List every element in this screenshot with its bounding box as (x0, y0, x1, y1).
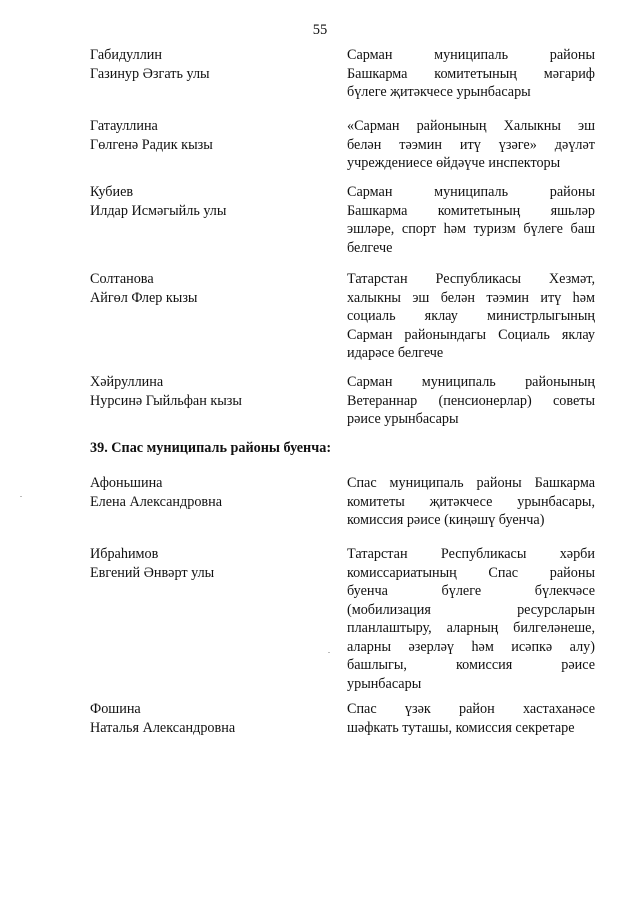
role-line: белән тәэмин итү үзәге» дәүләт (347, 136, 595, 153)
role-line: учреждениесе өйдәүче инспекторы (347, 155, 561, 171)
role-line: рәисе урынбасары (347, 411, 459, 427)
role-line: социаль яклау министрлыгының (347, 308, 595, 324)
member-given-name: Евгений Әнвәрт улы (90, 564, 215, 581)
role-line: Спас үзәк район хастаханәсе (347, 701, 595, 717)
role-line: Башкарма комитетының мәгариф (347, 65, 595, 82)
role-line: (мобилизация ресурсларын (347, 601, 595, 618)
member-name (90, 46, 330, 83)
member-given-name: Елена Александровна (90, 493, 222, 510)
member-role (347, 46, 595, 102)
role-line: Сарман муниципаль районы (347, 184, 595, 200)
member-role (347, 270, 595, 363)
role-line: башлыгы, комиссия рәисе (347, 657, 595, 673)
member-surname: Гатауллина (90, 118, 158, 134)
member-name (90, 700, 330, 737)
role-line: комиссия рәисе (киңәшү буенча) (347, 512, 545, 528)
scan-speck (20, 496, 22, 497)
scan-speck (328, 652, 330, 653)
role-line: шәфкать туташы, комиссия секретаре (347, 719, 575, 736)
member-given-name: Нурсинә Гыйльфан кызы (90, 392, 242, 409)
member-given-name: Газинур Әзгать улы (90, 65, 210, 82)
member-name (90, 183, 330, 220)
member-role (347, 373, 595, 429)
role-line: халыкны эш белән тәэмин итү һәм (347, 289, 595, 306)
role-line: Ветераннар (пенсионерлар) советы (347, 392, 595, 409)
member-name (90, 474, 330, 511)
member-role (347, 183, 595, 257)
member-given-name: Айгөл Флер кызы (90, 289, 198, 306)
member-name (90, 373, 330, 410)
role-line: планлаштыру, аларның билгеләнеше, (347, 620, 595, 636)
member-given-name: Илдар Исмәгыйль улы (90, 202, 227, 219)
role-line: Сарман муниципаль районы (347, 47, 595, 63)
member-surname: Габидуллин (90, 47, 162, 63)
role-line: Сарман районындагы Социаль яклау (347, 326, 595, 343)
member-role (347, 474, 595, 530)
member-surname: Хәйруллина (90, 374, 164, 390)
role-line: эшләре, спорт һәм туризм бүлеге баш (347, 221, 595, 237)
role-line: «Сарман районының Халыкны эш (347, 118, 595, 134)
member-role (347, 545, 595, 693)
member-name (90, 117, 330, 154)
role-line: Татарстан Республикасы хәрби (347, 546, 595, 562)
member-role (347, 117, 595, 173)
member-given-name: Наталья Александровна (90, 719, 236, 736)
member-given-name: Гөлгенә Радик кызы (90, 136, 213, 153)
member-name (90, 270, 330, 307)
page-number: 55 (312, 22, 328, 38)
member-surname: Солтанова (90, 271, 154, 287)
member-surname: Фошина (90, 701, 141, 717)
role-line: Спас муниципаль районы Башкарма (347, 475, 595, 491)
member-surname: Ибраһимов (90, 546, 159, 562)
role-line: идарәсе белгече (347, 345, 444, 361)
role-line: аларны әзерләү һәм исәпкә алу) (347, 638, 595, 655)
member-role (347, 700, 595, 737)
role-line: Башкарма комитетының яшьләр (347, 202, 595, 219)
member-surname: Кубиев (90, 184, 134, 200)
role-line: Сарман муниципаль районының (347, 374, 595, 390)
role-line: белгече (347, 239, 393, 256)
member-name (90, 545, 330, 582)
role-line: бүлеге җитәкчесе урынбасары (347, 84, 531, 100)
role-line: комиссариатының Спас районы (347, 564, 595, 581)
member-surname: Афоньшина (90, 475, 163, 491)
role-line: буенча бүлеге бүлекчәсе (347, 583, 595, 599)
section-heading: 39. Спас муниципаль районы буенча: (90, 440, 332, 456)
role-line: урынбасары (347, 675, 422, 692)
role-line: Татарстан Республикасы Хезмәт, (347, 271, 595, 287)
role-line: комитеты җитәкчесе урынбасары, (347, 493, 595, 510)
